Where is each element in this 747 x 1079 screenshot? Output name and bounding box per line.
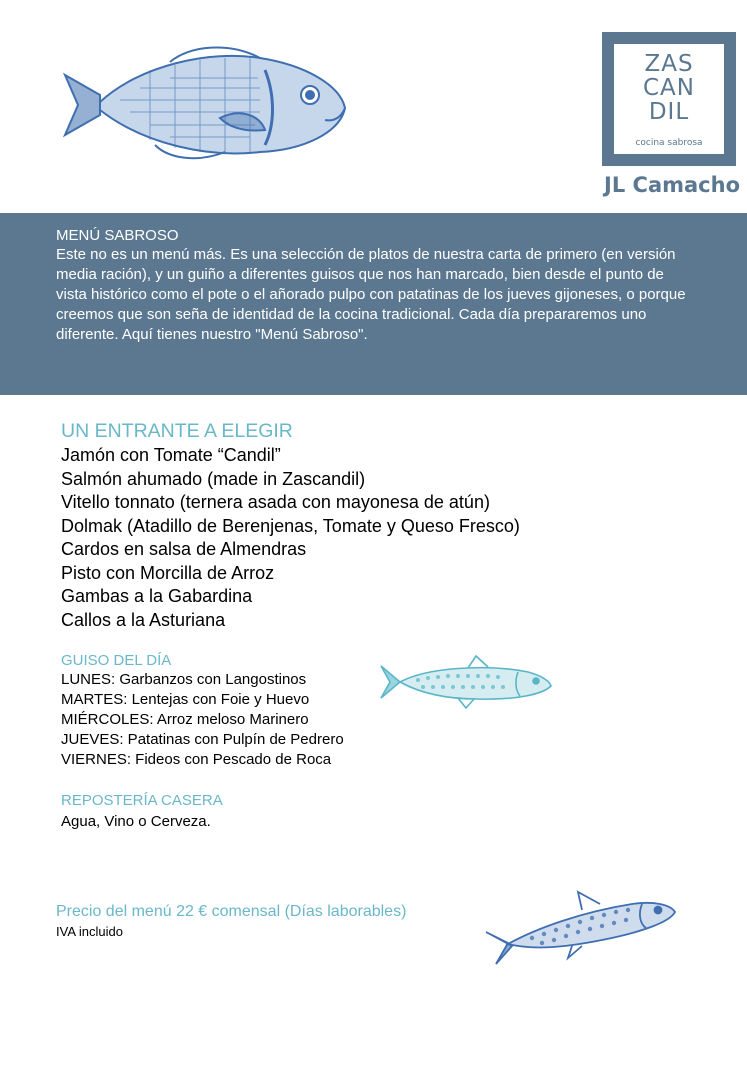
list-item: Jamón con Tomate “Candil”	[61, 445, 281, 465]
tax-note: IVA incluido	[56, 924, 123, 939]
sea-bream-illustration-icon	[60, 40, 350, 170]
list-item: LUNES: Garbanzos con Langostinos	[61, 671, 307, 688]
guiso-title: GUISO DEL DÍA	[61, 652, 172, 669]
list-item: Pisto con Morcilla de Arroz	[61, 562, 275, 583]
logo-text-line-1: ZAS	[644, 51, 694, 77]
logo-text-line-2: CAN	[643, 75, 695, 101]
list-item: Dolmak (Atadillo de Berenjenas, Tomate y Queso Fresco)	[61, 515, 520, 536]
list-item: Gambas a la Gabardina	[61, 586, 253, 606]
list-item: MIÉRCOLES: Arroz meloso Marinero	[61, 711, 309, 728]
list-item: Salmón ahumado (made in Zascandil)	[61, 468, 366, 489]
chef-name: JL Camacho	[604, 173, 740, 197]
menu-price: Precio del menú 22 € comensal (Días laborables)	[56, 903, 407, 920]
drinks-text: Agua, Vino o Cerveza.	[61, 813, 211, 830]
intro-title: MENÚ SABROSO	[56, 227, 179, 244]
sardine-illustration-icon	[378, 652, 554, 712]
intro-text: Este no es un menú más. Es una selección de platos de nuestra carta de primero (en versión media ración), y un guiño a diferentes guisos que nos han marcado, bien desde el punto de vista histórico como el pote o el añorado pulpo con patatinas de los jueves gijoneses, o porque creemos que son seña de identidad de la cocina tradicional. Cada día prepararemos uno diferente. Aquí tienes nuestro "Menú Sabroso".	[56, 246, 686, 343]
sardine-illustration-icon	[482, 888, 678, 966]
reposteria-title: REPOSTERÍA CASERA	[61, 792, 223, 809]
restaurant-logo	[602, 32, 736, 166]
intro-banner	[0, 213, 747, 395]
list-item: VIERNES: Fideos con Pescado de Roca	[61, 751, 332, 768]
entrantes-list	[61, 444, 520, 632]
guiso-list	[61, 670, 344, 770]
list-item: Vitello tonnato (ternera asada con mayonesa de atún)	[61, 492, 490, 512]
list-item: JUEVES: Patatinas con Pulpín de Pedrero	[61, 731, 344, 748]
entrantes-title: UN ENTRANTE A ELEGIR	[61, 420, 293, 442]
logo-tagline: cocina sabrosa	[635, 138, 703, 148]
list-item: Callos a la Asturiana	[61, 609, 226, 630]
logo-text-line-3: DIL	[648, 99, 690, 125]
list-item: Cardos en salsa de Almendras	[61, 539, 307, 559]
list-item: MARTES: Lentejas con Foie y Huevo	[61, 691, 310, 708]
